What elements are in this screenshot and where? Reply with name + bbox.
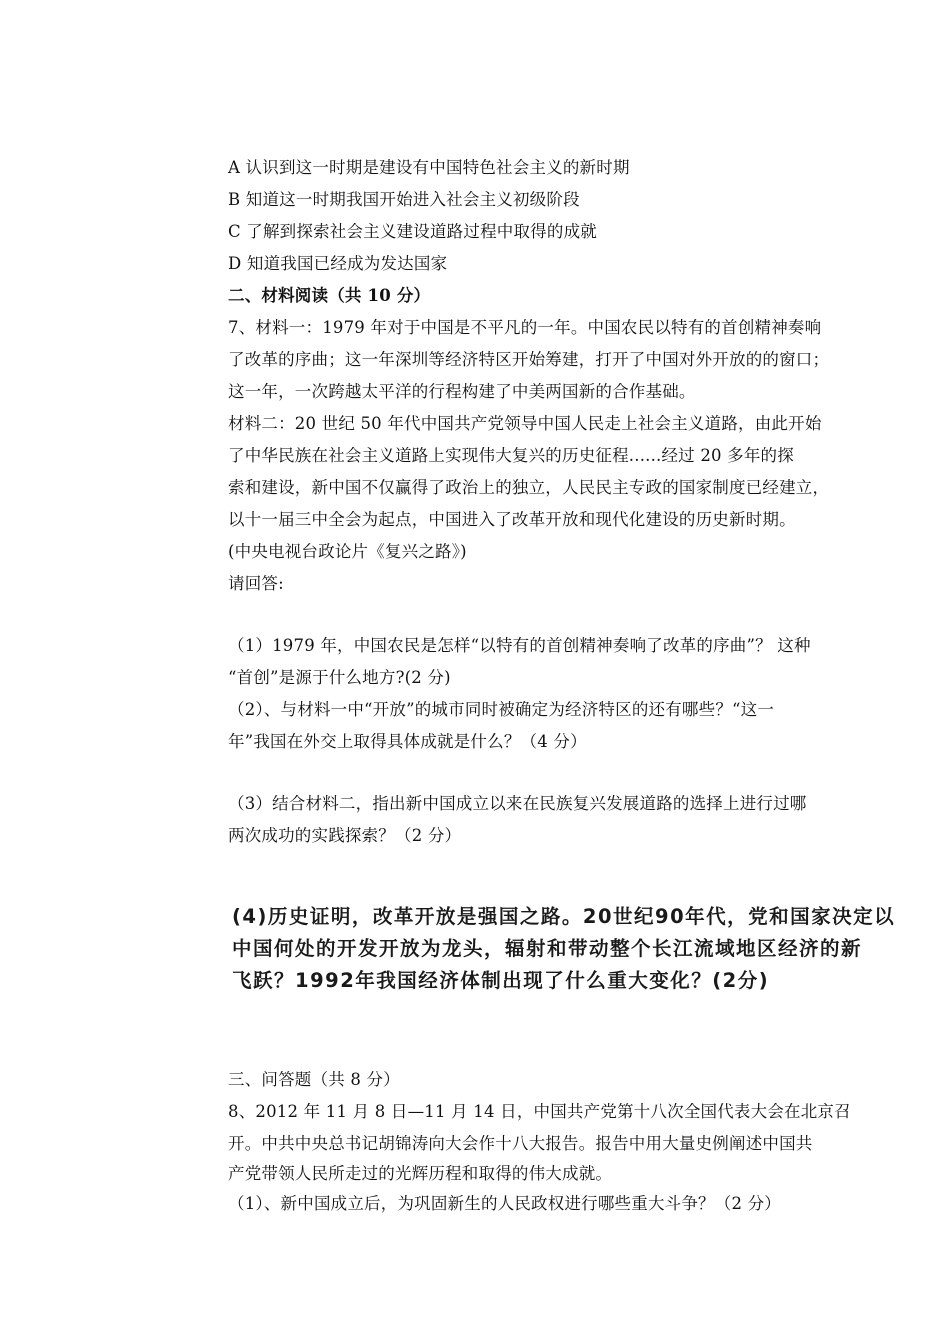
material-source: (中央电视台政论片《复兴之路》) (228, 542, 467, 561)
answer-prompt: 请回答: (228, 574, 284, 593)
option-d: D 知道我国已经成为发达国家 (228, 254, 448, 273)
option-c: C 了解到探索社会主义建设道路过程中取得的成就 (228, 222, 597, 241)
q7-sub4-line3: 飞跃？1992年我国经济体制出现了什么重大变化？(2分) (232, 969, 770, 992)
q7-sub2-line2: 年”我国在外交上取得具体成就是什么？（4 分） (228, 732, 587, 751)
material2-line3: 索和建设，新中国不仅赢得了政治上的独立，人民民主专政的国家制度已经建立， (228, 478, 830, 497)
material2-line2: 了中华民族在社会主义道路上实现伟大复兴的历史征程......经过 20 多年的探 (228, 446, 794, 465)
q7-material1-line1: 7、材料一：1979 年对于中国是不平凡的一年。中国农民以特有的首创精神奏响 (228, 318, 822, 337)
q8-sub1: （1）、新中国成立后，为巩固新生的人民政权进行哪些重大斗争？（2 分） (228, 1194, 781, 1213)
q7-sub3-line2: 两次成功的实践探索？（2 分） (228, 826, 462, 845)
q7-material1-line2: 了改革的序曲；这一年深圳等经济特区开始筹建，打开了中国对外开放的的窗口； (228, 350, 830, 369)
material2-line4: 以十一届三中全会为起点，中国进入了改革开放和现代化建设的历史新时期。 (228, 510, 796, 529)
q8-line2: 开。中共中央总书记胡锦涛向大会作十八大报告。报告中用大量史例阐述中国共 (228, 1134, 813, 1153)
q7-material1-line3: 这一年，一次跨越太平洋的行程构建了中美两国新的合作基础。 (228, 382, 696, 401)
option-b: B 知道这一时期我国开始进入社会主义初级阶段 (228, 190, 580, 209)
q8-line3: 产党带领人民所走过的光辉历程和取得的伟大成就。 (228, 1164, 613, 1183)
q7-sub1-line1: （1）1979 年，中国农民是怎样“以特有的首创精神奏响了改革的序曲”？ 这种 (228, 636, 811, 655)
q7-sub4-line2: 中国何处的开发开放为龙头，辐射和带动整个长江流域地区经济的新 (232, 937, 863, 960)
section3-heading: 三、问答题（共 8 分） (228, 1070, 400, 1089)
option-a: A 认识到这一时期是建设有中国特色社会主义的新时期 (228, 158, 630, 177)
material2-line1: 材料二：20 世纪 50 年代中国共产党领导中国人民走上社会主义道路，由此开始 (228, 414, 822, 433)
q7-sub2-line1: （2）、与材料一中“开放”的城市同时被确定为经济特区的还有哪些？“这一 (228, 700, 775, 719)
q7-sub3-line1: （3）结合材料二，指出新中国成立以来在民族复兴发展道路的选择上进行过哪 (228, 794, 807, 813)
q7-sub1-line2: “首创”是源于什么地方?(2 分) (228, 668, 451, 687)
q8-line1: 8、2012 年 11 月 8 日—11 月 14 日，中国共产党第十八次全国代表大会在北京召 (228, 1102, 851, 1121)
section2-heading: 二、材料阅读（共 10 分） (228, 286, 431, 305)
q7-sub4-line1: (4)历史证明，改革开放是强国之路。20世纪90年代，党和国家决定以 (232, 905, 896, 928)
